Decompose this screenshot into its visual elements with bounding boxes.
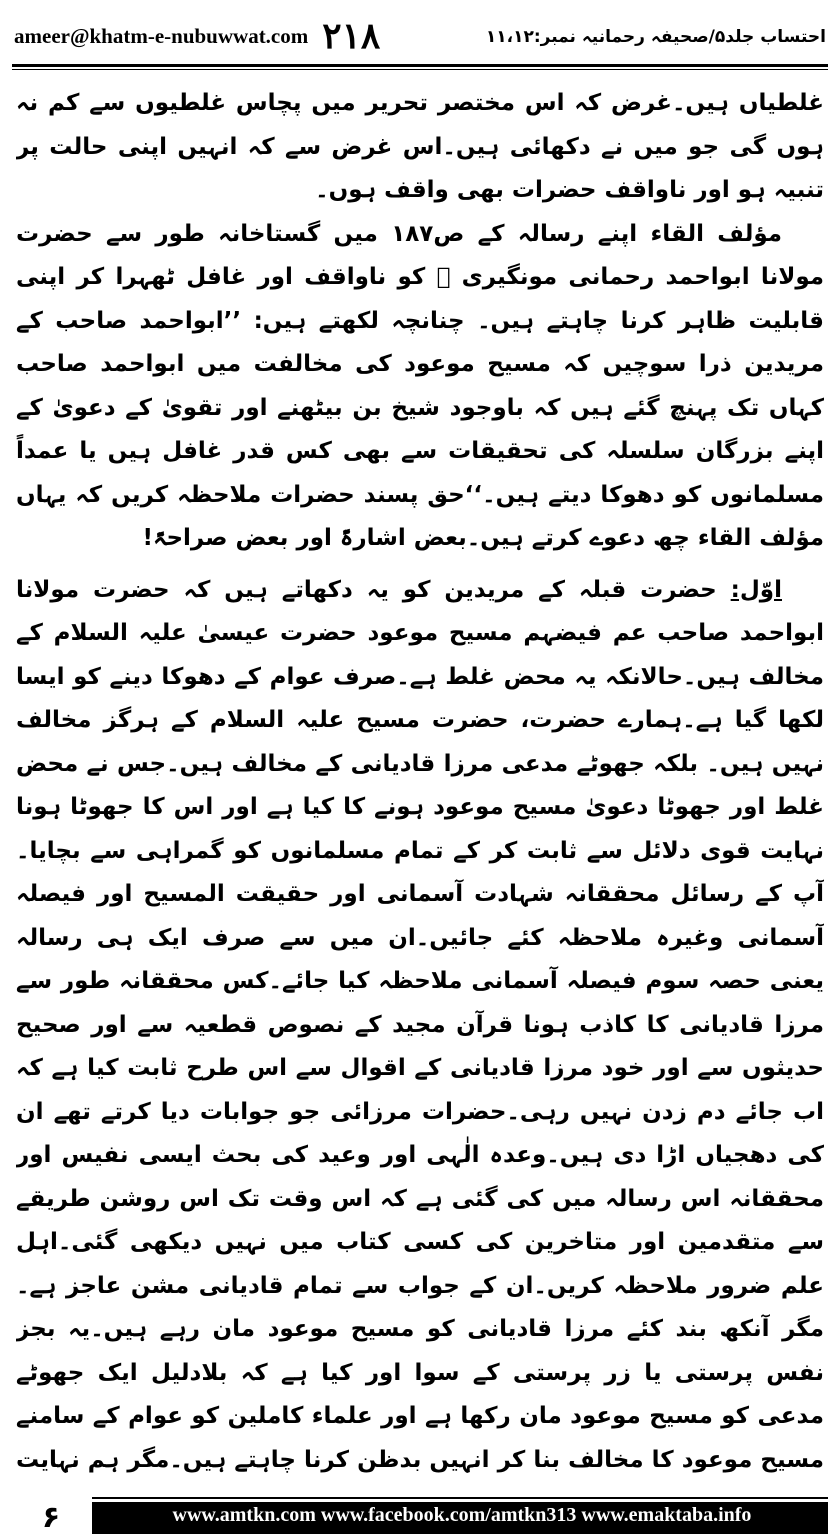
footer-rule <box>92 1497 828 1499</box>
header-email: ameer@khatm-e-nubuwwat.com <box>14 23 309 48</box>
page-body <box>16 82 824 1490</box>
footer-page-number: ۶ <box>14 1498 88 1536</box>
header-rule-thin <box>12 69 828 70</box>
section-paragraph <box>16 569 824 1491</box>
paragraph-1: غلطیاں ہیں۔غرض کہ اس مختصر تحریر میں پچاس غلطیوں سے کم نہ ہوں گی جو میں نے دکھائی ہیں۔اس غرض سے کہ انہیں اپنی حالت پر تنبیہ ہو اور ناواقف حضرات بھی واقف ہوں۔ <box>16 90 824 203</box>
header-book-reference: احتساب جلد۵/صحیفہ رحمانیہ نمبر:۱۱،۱۲ <box>485 26 826 47</box>
header-page-number: ۲۱۸ <box>322 15 381 57</box>
section-text: حضرت قبلہ کے مریدین کو یہ دکھاتے ہیں کہ حضرت مولانا ابواحمد صاحب عم فیضہم مسیح موعود حضرت عیسیٰ علیہ السلام کے مخالف ہیں۔حالانکہ یہ محض غلط ہے۔صرف عوام کے دھوکا دینے کو ایسا لکھا گیا ہے۔ہمارے حضرت، حضرت مسیح علیہ السلام کے ہرگز مخالف نہیں ہیں۔ بلکہ جھوٹے مدعی مرزا قادیانی کے مخالف ہیں۔جس نے محض غلط اور جھوٹا دعویٰ مسیح موعود ہونے کا کیا ہے اور اس کا جھوٹا ہونا نہایت قوی دلائل سے ثابت کر کے تمام مسلمانوں کو گمراہی سے بچایا۔آپ کے رسائل محققانہ شہادت آسمانی اور حقیقت المسیح اور فیصلہ آسمانی وغیرہ ملاحظہ کئے جائیں۔ان میں سے صرف ایک ہی رسالہ یعنی حصہ سوم فیصلہ آسمانی ملاحظہ کیا جائے۔کس محققانہ طور سے مرزا قادیانی کا کاذب ہونا قرآن مجید کے نصوص قطعیہ سے اور صحیح حدیثوں سے اور خود مرزا قادیانی کے اقوال سے اس طرح ثابت کیا ہے کہ اب جائے دم زدن نہیں رہی۔حضرات مرزائی جو جوابات دیا کرتے تھے ان کی دھجیاں اڑا دی ہیں۔وعدہ الٰہی اور وعید کی بحث ایسی نفیس اور محققانہ اس رسالہ میں کی گئی ہے کہ اس وقت تک اس روشن طریقے سے متقدمین اور متاخرین کی کسی کتاب میں نہیں دیکھی گئی۔اہل علم ضرور ملاحظہ کریں۔ان کے جواب سے تمام قادیانی مشن عاجز ہے۔مگر آنکھ بند کئے مرزا قادیانی کو مسیح موعود مان رہے ہیں۔یہ بجز نفس پرستی یا زر پرستی کے سوا اور کیا ہے کہ بلادلیل ایک جھوٹے مدعی کو مسیح موعود مان رکھا ہے اور علماء کاملین کو عوام کے سامنے مسیح موعود کا مخالف بنا کر انہیں بدظن کرنا چاہتے ہیں۔مگر ہم نہایت <box>16 576 824 1473</box>
page-header <box>14 8 826 64</box>
paragraph-spacer <box>16 561 824 569</box>
page-footer <box>0 1494 840 1540</box>
footer-urls: www.amtkn.com www.facebook.com/amtkn313 www.emaktaba.info <box>172 1504 752 1526</box>
section-heading: اوّل: <box>730 576 782 603</box>
header-rule <box>12 64 828 67</box>
paragraph-2: مؤلف القاء اپنے رسالہ کے ص۱۸۷ میں گستاخانہ طور سے حضرت مولانا ابواحمد رحمانی مونگیری ﷫ کو ناواقف اور غافل ٹھہرا کر اپنی قابلیت ظاہر کرنا چاہتے ہیں۔ چنانچہ لکھتے ہیں: ’’ابواحمد صاحب کے مریدین ذرا سوچیں کہ مسیح موعود کی مخالفت میں ابواحمد صاحب کہاں تک پہنچ گئے ہیں کہ باوجود شیخ بن بیٹھنے اور تقویٰ کے دعویٰ کے اپنے بزرگان سلسلہ کی تحقیقات سے بھی کس قدر غافل ہیں یا عمداً مسلمانوں کو دھوکا دیتے ہیں۔‘‘حق پسند حضرات ملاحظہ کریں کہ یہاں مؤلف القاء چھ دعوے کرتے ہیں۔بعض اشارۃً اور بعض صراحۃً! <box>16 220 824 551</box>
